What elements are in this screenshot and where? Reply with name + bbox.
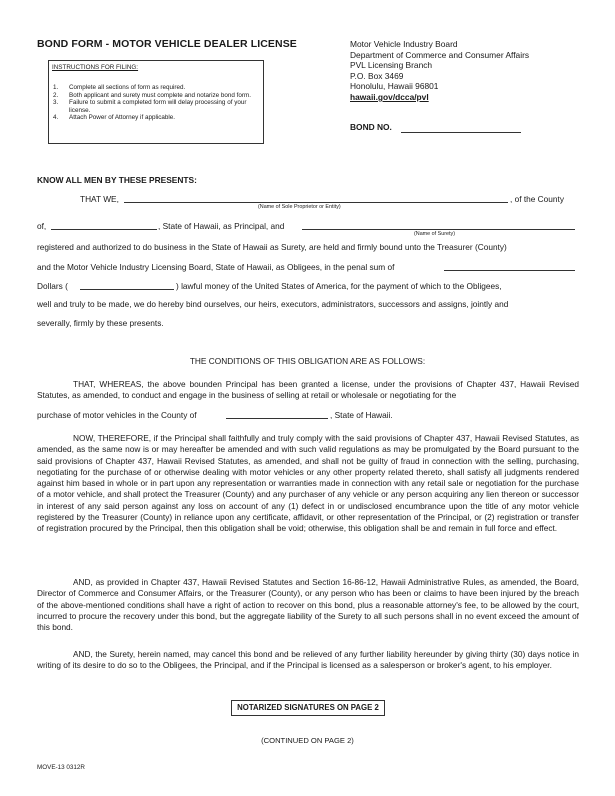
instructions-box — [48, 60, 264, 144]
principal-name-field[interactable] — [124, 202, 508, 203]
bond-number-field[interactable] — [401, 132, 521, 133]
and-the-surety-paragraph: AND, the Surety, herein named, may cancel this bond and be relieved of any further liability hereunder by giving thirty (30) days notice in writing of its desire to do so to the Obligees, the Principal, and if the Principal is licensed as a salesperson or broker's agent, to his employer. — [37, 649, 579, 671]
know-all-heading: KNOW ALL MEN BY THESE PRESENTS: — [37, 175, 197, 185]
instruction-item — [53, 99, 259, 114]
registered-text: registered and authorized to do business in the State of Hawaii as Surety, are held and firmly bound unto the Treasurer (County) — [37, 242, 507, 252]
instruction-number: 4. — [53, 114, 59, 122]
agency-address-block — [350, 39, 529, 103]
instruction-text: Failure to submit a completed form will delay processing of your license. — [69, 99, 247, 114]
form-title: BOND FORM - MOTOR VEHICLE DEALER LICENSE — [37, 38, 297, 50]
instruction-text: Attach Power of Attorney if applicable. — [69, 114, 176, 122]
continued-notice: (CONTINUED ON PAGE 2) — [261, 736, 354, 745]
instruction-item — [53, 92, 259, 100]
instruction-text: Both applicant and surety must complete and notarize bond form. — [69, 91, 252, 99]
purchase-county-label: purchase of motor vehicles in the County of — [37, 410, 197, 420]
county-name-field[interactable] — [51, 229, 157, 230]
instructions-heading: INSTRUCTIONS FOR FILING: — [52, 64, 139, 71]
and-the-board-text: and the Motor Vehicle Industry Licensing Board, State of Hawaii, as Obligees, in the penal sum of — [37, 262, 395, 272]
now-therefore-paragraph: NOW, THEREFORE, if the Principal shall faithfully and truly comply with the said provisions of Chapter 437, Hawaii Revised Statutes, as amended, as the same now is or may hereafter be amended and with such valid regulations as may be promulgated by the Board pursuant to the said provisions of Chapter 437, Hawaii Revised Statutes, as amended, and shall not be guilty of fraud in connection with the selling, purchasing, negotiating for the purchase of or otherwise dealing with motor vehicles or any other property related thereto, shall satisfy all judgments rendered against him based in whole or in part upon any representation or warranties made in connection with any retail sale or negotiation for the purchase of a motor vehicle, and shall protect the Treasurer (County) and any purchaser of any vehicle or any person acquiring any lien thereon or successor in interest of any said person against any loss on account of any (1) defect in or undisclosed encumbrance upon the title of any motor vehicle registered by the Treasurer (County) in reliance upon any certificate, affidavit, or other representation of the Principal, or (2) registration or transfer of registration procured by the Principal, then this obligation shall be void; otherwise, this obligation shall be and remain in full force and effect. — [37, 433, 579, 534]
penal-sum-amount-field[interactable] — [80, 289, 174, 290]
conditions-heading: THE CONDITIONS OF THIS OBLIGATION ARE AS FOLLOWS: — [189, 356, 426, 366]
instruction-item — [53, 84, 259, 92]
agency-url-link[interactable]: hawaii.gov/dcca/pvl — [350, 91, 429, 102]
severally-text: severally, firmly by these presents. — [37, 318, 164, 328]
instruction-text: Complete all sections of form as required. — [69, 84, 186, 91]
purchase-county-field[interactable] — [226, 418, 328, 419]
lawful-money-text: ) lawful money of the United States of America, for the payment of which to the Obligees, — [176, 281, 502, 291]
agency-line: Department of Commerce and Consumer Affairs — [350, 49, 530, 60]
instruction-number: 1. — [53, 84, 59, 91]
surety-name-field[interactable] — [302, 229, 575, 230]
surety-caption: (Name of Surety) — [414, 231, 456, 237]
of-the-county-label: , of the County — [510, 194, 564, 204]
agency-line: Motor Vehicle Industry Board — [350, 39, 458, 49]
bond-number-label: BOND NO. — [350, 122, 392, 132]
whereas-paragraph: THAT, WHEREAS, the above bounden Principal has been granted a license, under the provisions of Chapter 437, Hawaii Revised Statutes, as amended, to conduct and engage in the business of selling at retail or wholesale or negotiating for the — [37, 379, 579, 401]
penal-sum-words-field[interactable] — [444, 270, 575, 271]
of-label: of, — [37, 221, 47, 231]
agency-line: Honolulu, Hawaii 96801 — [350, 81, 439, 92]
form-number: MOVE-13 0312R — [37, 764, 85, 771]
sole-proprietor-caption: (Name of Sole Proprietor or Entity) — [258, 204, 341, 210]
agency-line: PVL Licensing Branch — [350, 60, 433, 71]
instruction-number: 2. — [53, 91, 59, 99]
instructions-list — [53, 84, 259, 122]
state-of-hawaii-label: , State of Hawaii. — [330, 410, 393, 420]
instruction-number: 3. — [53, 99, 59, 107]
instruction-item — [53, 114, 259, 122]
that-we-label: THAT WE, — [80, 194, 119, 204]
and-as-provided-paragraph: AND, as provided in Chapter 437, Hawaii Revised Statutes and Section 16-86-12, Hawaii Administrative Rules, as amended, the Board, Director of Commerce and Consumer Affairs, or the Treasurer (County), or any person who has been or claims to have been injured by the breach of the above-mentioned conditions shall have a right of action to recover on this bond, plus a reasonable attorney's fee, to be allowed by the court, incurred to procure the recovery under this bond, but the aggregate liability of the Surety to all such persons shall in no event exceed the amount of this bond. — [37, 577, 579, 633]
dollars-label: Dollars ( — [37, 281, 68, 291]
well-truly-text: well and truly to be made, we do hereby bind ourselves, our heirs, executors, administrators, successors and assigns, jointly and — [37, 299, 509, 309]
state-principal-label: , State of Hawaii, as Principal, and — [158, 221, 285, 231]
notarized-signatures-notice: NOTARIZED SIGNATURES ON PAGE 2 — [231, 700, 385, 716]
agency-line: P.O. Box 3469 — [350, 70, 404, 81]
